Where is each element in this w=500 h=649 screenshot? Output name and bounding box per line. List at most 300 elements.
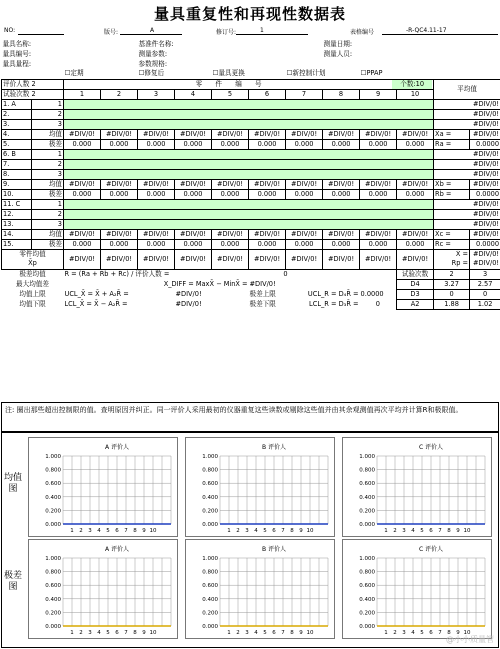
avg-cell: #DIV/0! (249, 179, 286, 189)
range-row-number: 15. (2, 239, 32, 249)
chart-title: A 评价人 (104, 546, 130, 553)
x-tick-label: 8 (290, 528, 294, 534)
avg-cell: #DIV/0! (138, 129, 175, 139)
x-tick-label: 9 (142, 528, 146, 534)
part-col-header: 7 (286, 89, 323, 99)
chart-title: B 评价人 (261, 546, 287, 553)
x-tick-label: 10 (306, 528, 314, 534)
range-cell: 0.000 (212, 139, 249, 149)
xdiff-formula: X_DIFF = MaxX̄ − MinX̄ = (163, 279, 248, 288)
rbar-label: 极差均值 (19, 269, 46, 278)
rbar-formula: R̄ = (R̄a + R̄b + R̄c) / 评价人数 = (64, 269, 170, 278)
range-cell: 0.000 (64, 189, 101, 199)
data-table (1, 39, 500, 310)
y-tick-label: 0.200 (45, 508, 61, 515)
row-average: #DIV/0! (434, 109, 500, 119)
avg-cell: #DIV/0! (212, 179, 249, 189)
range-cell: 0.000 (249, 139, 286, 149)
appraiser-range-label: R̄c = (434, 239, 470, 249)
x-tick-label: 7 (124, 528, 128, 534)
y-tick-label: 0.600 (45, 583, 61, 590)
chart-title: A 评价人 (104, 444, 130, 451)
part-average-cell: #DIV/0! (101, 249, 138, 269)
y-tick-label: 0.800 (359, 467, 375, 474)
x-tick-label: 6 (115, 528, 119, 534)
measurement-input-row[interactable] (64, 149, 434, 159)
mod-value: 1 (260, 27, 264, 34)
x-tick-label: 1 (227, 630, 231, 636)
part-col-header: 4 (175, 89, 212, 99)
avg-cell: #DIV/0! (323, 229, 360, 239)
gauge-name-label: 量具名称: (2, 39, 32, 48)
avg-cell: #DIV/0! (175, 129, 212, 139)
trial-label: 1. A (2, 99, 32, 109)
x-tick-label: 7 (438, 630, 442, 636)
trials-3: 3 (470, 269, 500, 279)
y-tick-label: 0.400 (202, 596, 218, 603)
chart-title: B 评价人 (261, 444, 287, 451)
x-tick-label: 4 (97, 528, 101, 534)
range-cell: 0.000 (397, 239, 434, 249)
y-tick-label: 0.600 (359, 481, 375, 488)
y-tick-label: 0.000 (359, 522, 375, 528)
row-average: #DIV/0! (434, 199, 500, 209)
part-average-label: 零件均值 X̄p (2, 249, 64, 269)
y-tick-label: 1.000 (202, 454, 218, 460)
appraiser-range-value: 0.0000 (470, 189, 500, 199)
checkbox-gauge-change[interactable]: ☐量具更换 (212, 69, 245, 78)
uclr-value: 0.0000 (360, 289, 384, 298)
xdiff-label: 最大均值差 (16, 279, 49, 288)
y-tick-label: 0.000 (45, 624, 61, 630)
gauge-no-label: 量具编号: (2, 49, 32, 58)
y-tick-label: 0.000 (202, 522, 218, 528)
x-tick-label: 6 (429, 528, 433, 534)
range-cell: 0.000 (101, 139, 138, 149)
trial-number: 3 (32, 219, 64, 229)
x-tick-label: 4 (254, 630, 258, 636)
trials-2: 2 (434, 269, 470, 279)
range-cell: 0.000 (360, 139, 397, 149)
trial-number: 3 (32, 169, 64, 179)
avg-row-label: 均值 (32, 229, 64, 239)
trial-label: 2. (2, 109, 32, 119)
measurement-input-row[interactable] (64, 209, 434, 219)
appraiser-range-value: 0.0000 (470, 239, 500, 249)
form-value: -R-QC4.11-17 (406, 27, 447, 34)
avg-cell: #DIV/0! (286, 229, 323, 239)
y-tick-label: 0.800 (45, 569, 61, 576)
x-tick-label: 4 (254, 528, 258, 534)
range-cell: 0.000 (360, 189, 397, 199)
d4-2: 3.27 (434, 279, 470, 289)
x-tick-label: 2 (236, 630, 240, 636)
x-tick-label: 5 (106, 630, 110, 636)
avg-cell: #DIV/0! (360, 229, 397, 239)
ucl-value: #DIV/0! (175, 289, 202, 298)
y-tick-label: 0.000 (45, 522, 61, 528)
part-average-cell: #DIV/0! (249, 249, 286, 269)
avg-cell: #DIV/0! (175, 229, 212, 239)
range-cell: 0.000 (397, 139, 434, 149)
no-field[interactable] (18, 34, 64, 35)
row-average: #DIV/0! (434, 99, 500, 109)
y-tick-label: 1.000 (359, 454, 375, 460)
avg-row-number: 9. (2, 179, 32, 189)
lcl-formula: LCL_X̄ = X̄ − A₂R̄ = (64, 299, 128, 308)
range-cell: 0.000 (138, 139, 175, 149)
part-col-header: 8 (323, 89, 360, 99)
range-cell: 0.000 (286, 239, 323, 249)
chart-title: C 评价人 (418, 444, 444, 451)
average-chart-b (185, 437, 335, 537)
y-tick-label: 0.400 (359, 494, 375, 501)
parts-header: 零 件 编 号 个数:10 (64, 79, 434, 89)
rbar-value: 0 (283, 269, 288, 278)
x-tick-label: 8 (290, 630, 294, 636)
x-tick-label: 2 (393, 630, 397, 636)
x-tick-label: 9 (456, 528, 460, 534)
avg-cell: #DIV/0! (64, 179, 101, 189)
overall-values: #DIV/0! #DIV/0! (470, 249, 500, 269)
x-tick-label: 10 (149, 630, 157, 636)
avg-cell: #DIV/0! (397, 129, 434, 139)
avg-cell: #DIV/0! (212, 129, 249, 139)
uclr-formula: UCL_R = D₄R̄ = (307, 289, 359, 298)
y-tick-label: 0.000 (202, 624, 218, 630)
avg-cell: #DIV/0! (249, 229, 286, 239)
trial-label: 8. (2, 169, 32, 179)
y-tick-label: 0.200 (359, 610, 375, 617)
trial-label: 12. (2, 209, 32, 219)
trial-label: 11. C (2, 199, 32, 209)
x-tick-label: 1 (70, 528, 74, 534)
avg-cell: #DIV/0! (101, 179, 138, 189)
mod-label: 修订号: (216, 29, 237, 36)
x-tick-label: 7 (281, 528, 285, 534)
rev-field[interactable] (120, 34, 182, 35)
charts-area (1, 432, 499, 648)
range-row-label: 极差 (32, 139, 64, 149)
range-cell: 0.000 (64, 139, 101, 149)
y-tick-label: 0.800 (359, 569, 375, 576)
appraiser-average-value: #DIV/0! (470, 179, 500, 189)
d4-3: 2.57 (470, 279, 500, 289)
range-cell: 0.000 (212, 189, 249, 199)
overall-labels: X̄ = Rp = (434, 249, 470, 269)
y-tick-label: 0.600 (359, 583, 375, 590)
x-tick-label: 9 (456, 630, 460, 636)
y-tick-label: 0.200 (202, 508, 218, 515)
x-tick-label: 8 (447, 528, 451, 534)
appraiser-average-value: #DIV/0! (470, 129, 500, 139)
lclr-label: 极差下限 (249, 299, 276, 308)
a2-label: A2 (397, 299, 434, 309)
row-average: #DIV/0! (434, 209, 500, 219)
avg-row-label: 均值 (32, 129, 64, 139)
part-average-cell: #DIV/0! (64, 249, 101, 269)
y-tick-label: 1.000 (45, 556, 61, 562)
y-tick-label: 0.600 (202, 583, 218, 590)
y-tick-label: 0.800 (202, 569, 218, 576)
x-tick-label: 10 (306, 630, 314, 636)
x-tick-label: 4 (411, 630, 415, 636)
y-tick-label: 0.200 (202, 610, 218, 617)
range-row-label: 极差 (32, 239, 64, 249)
param-label: 测量参数: (138, 49, 168, 58)
trial-label: 7. (2, 159, 32, 169)
checkbox-new-control-plan[interactable]: ☐新控制计划 (286, 69, 326, 78)
rev-value: A (150, 27, 155, 34)
ucl-label: 均值上限 (19, 289, 46, 298)
x-tick-label: 6 (272, 528, 276, 534)
part-average-cell: #DIV/0! (212, 249, 249, 269)
measurement-input-row[interactable] (64, 219, 434, 229)
x-tick-label: 2 (393, 528, 397, 534)
range-cell: 0.000 (212, 239, 249, 249)
d3-2: 0 (434, 289, 470, 299)
range-cell: 0.000 (175, 189, 212, 199)
row-average: #DIV/0! (434, 159, 500, 169)
part-average-cell: #DIV/0! (175, 249, 212, 269)
form-label: 表格编号 (350, 29, 375, 36)
appraiser-average-value: #DIV/0! (470, 229, 500, 239)
part-col-header: 9 (360, 89, 397, 99)
avg-row-number: 14. (2, 229, 32, 239)
range-cell: 0.000 (323, 239, 360, 249)
x-tick-label: 5 (420, 630, 424, 636)
appraiser-range-value: 0.0000 (470, 139, 500, 149)
range-cell: 0.000 (323, 189, 360, 199)
average-header: 平均值 (434, 79, 500, 99)
x-tick-label: 5 (263, 528, 267, 534)
appraiser-range-label: R̄b = (434, 189, 470, 199)
x-tick-label: 3 (245, 528, 249, 534)
mod-field[interactable] (236, 34, 308, 35)
range-cell: 0.000 (249, 239, 286, 249)
x-tick-label: 4 (97, 630, 101, 636)
avg-cell: #DIV/0! (212, 229, 249, 239)
trial-number: 2 (32, 209, 64, 219)
x-tick-label: 3 (245, 630, 249, 636)
avg-cell: #DIV/0! (323, 179, 360, 189)
avg-cell: #DIV/0! (249, 129, 286, 139)
range-cell: 0.000 (64, 239, 101, 249)
measurement-input-row[interactable] (64, 159, 434, 169)
x-tick-label: 7 (281, 630, 285, 636)
measurement-input-row[interactable] (64, 119, 434, 129)
measurement-input-row[interactable] (64, 169, 434, 179)
avg-row-number: 4. (2, 129, 32, 139)
lcl-label: 均值下限 (19, 299, 46, 308)
range-cell: 0.000 (397, 189, 434, 199)
x-tick-label: 8 (447, 630, 451, 636)
trial-number: 2 (32, 109, 64, 119)
d3-3: 0 (470, 289, 500, 299)
checkbox-after-repair[interactable]: ☐修复后 (138, 69, 165, 78)
appraiser-average-label: X̄a = (434, 129, 470, 139)
row-average: #DIV/0! (434, 219, 500, 229)
x-tick-label: 5 (263, 630, 267, 636)
y-tick-label: 1.000 (202, 556, 218, 562)
y-tick-label: 0.400 (45, 596, 61, 603)
a2-2: 1.88 (434, 299, 470, 309)
range-cell: 0.000 (323, 139, 360, 149)
avg-cell: #DIV/0! (286, 179, 323, 189)
range-cell: 0.000 (249, 189, 286, 199)
average-chart-side-label: 均值图 (4, 473, 23, 494)
date-label: 测量日期: (323, 39, 353, 48)
x-tick-label: 3 (88, 528, 92, 534)
range-cell: 0.000 (175, 139, 212, 149)
range-cell: 0.000 (138, 239, 175, 249)
x-tick-label: 6 (115, 630, 119, 636)
gauge-range-label: 量具量程: (2, 59, 32, 68)
uclr-label: 极差上限 (249, 289, 276, 298)
avg-cell: #DIV/0! (323, 129, 360, 139)
avg-cell: #DIV/0! (360, 129, 397, 139)
part-col-header: 6 (249, 89, 286, 99)
header-meta (2, 25, 498, 37)
x-tick-label: 8 (133, 528, 137, 534)
x-tick-label: 9 (299, 630, 303, 636)
y-tick-label: 1.000 (359, 556, 375, 562)
x-tick-label: 4 (411, 528, 415, 534)
checkbox-ppap[interactable]: ☐PPAP (360, 69, 383, 78)
trial-label: 13. (2, 219, 32, 229)
part-col-header: 5 (212, 89, 249, 99)
trial-label: 3. (2, 119, 32, 129)
x-tick-label: 1 (384, 528, 388, 534)
avg-cell: #DIV/0! (101, 129, 138, 139)
watermark: @小小质量管 (446, 635, 494, 644)
measurement-input-row[interactable] (64, 199, 434, 209)
x-tick-label: 10 (463, 630, 471, 636)
chart-title: C 评价人 (418, 546, 444, 553)
y-tick-label: 0.200 (45, 610, 61, 617)
avg-cell: #DIV/0! (138, 179, 175, 189)
part-col-header: 2 (101, 89, 138, 99)
checkbox-periodic[interactable]: ☐定期 (64, 69, 84, 78)
measurement-input-row[interactable] (64, 109, 434, 119)
x-tick-label: 9 (299, 528, 303, 534)
range-row-label: 极差 (32, 189, 64, 199)
trials-head: 试验次数 (397, 269, 434, 279)
part-col-header: 1 (64, 89, 101, 99)
page-title: 量具重复性和再现性数据表 (153, 5, 346, 23)
x-tick-label: 3 (88, 630, 92, 636)
trial-number: 3 (32, 119, 64, 129)
avg-cell: #DIV/0! (138, 229, 175, 239)
y-tick-label: 1.000 (45, 454, 61, 460)
trial-number: 2 (32, 159, 64, 169)
range-cell: 0.000 (360, 239, 397, 249)
x-tick-label: 9 (142, 630, 146, 636)
part-average-cell: #DIV/0! (323, 249, 360, 269)
y-tick-label: 0.800 (45, 467, 61, 474)
x-tick-label: 5 (420, 528, 424, 534)
row-average: #DIV/0! (434, 169, 500, 179)
x-tick-label: 2 (236, 528, 240, 534)
trials-cell: 试验次数 2 (2, 89, 64, 99)
part-col-header: 3 (138, 89, 175, 99)
d4-label: D4 (397, 279, 434, 289)
average-chart-a (28, 437, 178, 537)
part-col-header: 10 (397, 89, 434, 99)
trial-label: 6. B (2, 149, 32, 159)
appraiser-average-label: X̄b = (434, 179, 470, 189)
range-cell: 0.000 (138, 189, 175, 199)
y-tick-label: 0.400 (359, 596, 375, 603)
range-cell: 0.000 (286, 189, 323, 199)
range-chart-b (185, 539, 335, 639)
a2-3: 1.02 (470, 299, 500, 309)
x-tick-label: 6 (272, 630, 276, 636)
avg-cell: #DIV/0! (175, 179, 212, 189)
ucl-formula: UCL_X̄ = X̄ + A₂R̄ = (64, 289, 129, 298)
person-label: 测量人员: (323, 49, 353, 58)
trial-number: 1 (32, 99, 64, 109)
x-tick-label: 2 (79, 630, 83, 636)
range-row-number: 10. (2, 189, 32, 199)
row-average: #DIV/0! (434, 149, 500, 159)
lclr-formula: LCL_R = D₃R̄ = (309, 299, 359, 308)
lcl-value: #DIV/0! (175, 299, 202, 308)
part-name-label: 基准件名称: (138, 39, 174, 48)
range-cell: 0.000 (286, 139, 323, 149)
y-tick-label: 0.600 (45, 481, 61, 488)
spec-label: 参数规格: (138, 59, 168, 68)
range-chart-side-label: 极差图 (4, 571, 23, 592)
form-field[interactable] (382, 34, 498, 35)
x-tick-label: 5 (106, 528, 110, 534)
x-tick-label: 3 (402, 630, 406, 636)
avg-cell: #DIV/0! (64, 229, 101, 239)
d3-label: D3 (397, 289, 434, 299)
range-row-number: 5. (2, 139, 32, 149)
avg-cell: #DIV/0! (397, 179, 434, 189)
y-tick-label: 0.200 (359, 508, 375, 515)
trial-number: 1 (32, 199, 64, 209)
x-tick-label: 7 (124, 630, 128, 636)
avg-row-label: 均值 (32, 179, 64, 189)
appraiser-average-label: X̄c = (434, 229, 470, 239)
part-average-cell: #DIV/0! (286, 249, 323, 269)
avg-cell: #DIV/0! (286, 129, 323, 139)
avg-cell: #DIV/0! (64, 129, 101, 139)
x-tick-label: 8 (133, 630, 137, 636)
xdiff-value: #DIV/0! (249, 279, 276, 288)
y-tick-label: 0.400 (202, 494, 218, 501)
range-cell: 0.000 (101, 239, 138, 249)
notes: 注: 圈出那些超出控制限的值。查明原因并纠正。同一评价人采用最初的仪器重复这些读数或剔除这些值并由其余观测值再次平均并计算R和极限值。 (1, 402, 499, 432)
measurement-input-row[interactable] (64, 99, 434, 109)
part-average-cell: #DIV/0! (360, 249, 397, 269)
no-label: NO: (4, 27, 16, 34)
avg-cell: #DIV/0! (101, 229, 138, 239)
part-average-cell: #DIV/0! (138, 249, 175, 269)
range-chart-a (28, 539, 178, 639)
x-tick-label: 7 (438, 528, 442, 534)
trial-number: 1 (32, 149, 64, 159)
y-tick-label: 0.600 (202, 481, 218, 488)
x-tick-label: 3 (402, 528, 406, 534)
x-tick-label: 1 (384, 630, 388, 636)
avg-cell: #DIV/0! (360, 179, 397, 189)
row-average: #DIV/0! (434, 119, 500, 129)
x-tick-label: 10 (463, 528, 471, 534)
avg-cell: #DIV/0! (397, 229, 434, 239)
